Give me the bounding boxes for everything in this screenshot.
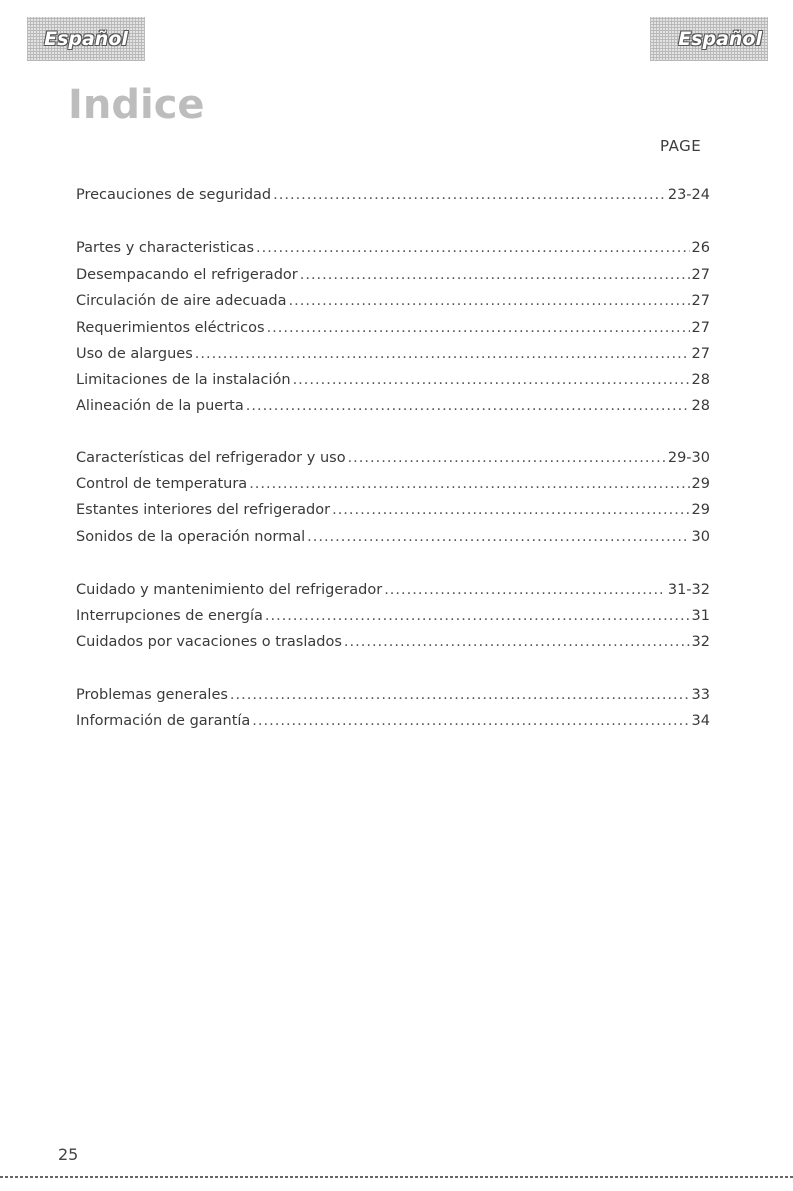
toc-entry-page: 27 [691, 320, 710, 336]
toc-entry-title: Desempacando el refrigerador [76, 267, 298, 283]
toc-entry-page: 30 [691, 529, 710, 545]
toc-entry-title: Requerimientos eléctricos [76, 320, 265, 336]
toc-entry-page: 31-32 [667, 582, 710, 598]
toc-entry[interactable] [76, 318, 710, 338]
toc-leader [307, 527, 689, 547]
toc-entry[interactable] [76, 370, 710, 390]
toc-entry[interactable] [76, 500, 710, 520]
toc-entry-title: Control de temperatura [76, 476, 248, 492]
toc-entry-page: 26 [691, 240, 710, 256]
language-tab-right [650, 17, 768, 61]
page-column-label: PAGE [660, 137, 702, 155]
toc-entry-page: 34 [691, 713, 710, 729]
toc-entry-title: Partes y characteristicas [76, 240, 255, 256]
toc-leader [348, 448, 666, 468]
toc-leader [230, 685, 690, 705]
language-tab-right-label: Español [678, 28, 762, 50]
toc-leader [267, 318, 690, 338]
toc-entry-title: Interrupciones de energía [76, 608, 263, 624]
toc-entry-page: 31 [691, 608, 710, 624]
toc-entry-page: 33 [691, 687, 710, 703]
toc-leader [332, 500, 689, 520]
toc-leader [344, 632, 690, 652]
toc-leader [252, 711, 689, 731]
toc-entry-page: 28 [691, 398, 710, 414]
toc-entry-page: 27 [691, 293, 710, 309]
toc-entry-title: Problemas generales [76, 687, 228, 703]
toc-entry-title: Uso de alargues [76, 346, 193, 362]
page-number: 25 [58, 1145, 79, 1164]
toc-entry[interactable] [76, 185, 710, 205]
toc-entry[interactable] [76, 711, 710, 731]
toc-entry[interactable] [76, 448, 710, 468]
toc-entry-page: 29 [691, 476, 710, 492]
toc-entry-page: 29-30 [667, 450, 710, 466]
toc-leader [293, 370, 690, 390]
toc-entry-page: 23-24 [667, 187, 710, 203]
toc-leader [246, 396, 690, 416]
toc-leader [256, 238, 690, 258]
toc-entry[interactable] [76, 527, 710, 547]
toc-entry[interactable] [76, 344, 710, 364]
toc-entry-title: Circulación de aire adecuada [76, 293, 287, 309]
toc-entry[interactable] [76, 685, 710, 705]
toc-entry[interactable] [76, 291, 710, 311]
toc-leader [195, 344, 690, 364]
toc-entry-page: 28 [691, 372, 710, 388]
toc-entry-page: 29 [691, 502, 710, 518]
language-tab-left-label: Español [44, 28, 128, 50]
toc-entry-page: 32 [691, 634, 710, 650]
toc-entry-title: Información de garantía [76, 713, 251, 729]
toc-entry[interactable] [76, 580, 710, 600]
page-title: Indice [68, 82, 205, 128]
toc-entry[interactable] [76, 238, 710, 258]
toc-entry-page: 27 [691, 267, 710, 283]
toc-leader [249, 474, 689, 494]
toc-entry[interactable] [76, 265, 710, 285]
language-tab-left [27, 17, 145, 61]
toc-entry-title: Alineación de la puerta [76, 398, 244, 414]
toc-entry[interactable] [76, 396, 710, 416]
toc-entry-page: 27 [691, 346, 710, 362]
toc-entry-title: Precauciones de seguridad [76, 187, 272, 203]
toc-entry[interactable] [76, 632, 710, 652]
toc-entry-title: Sonidos de la operación normal [76, 529, 306, 545]
toc-entry-title: Cuidado y mantenimiento del refrigerador [76, 582, 383, 598]
toc-entry-title: Características del refrigerador y uso [76, 450, 346, 466]
toc-entry[interactable] [76, 606, 710, 626]
toc-entry-title: Cuidados por vacaciones o traslados [76, 634, 342, 650]
bottom-dotted-rule [0, 1176, 793, 1178]
toc-leader [384, 580, 666, 600]
toc-entry-title: Estantes interiores del refrigerador [76, 502, 331, 518]
toc-entry-title: Limitaciones de la instalación [76, 372, 291, 388]
toc-leader [265, 606, 690, 626]
toc-leader [300, 265, 690, 285]
toc-leader [289, 291, 690, 311]
toc-entry[interactable] [76, 474, 710, 494]
toc-leader [273, 185, 666, 205]
